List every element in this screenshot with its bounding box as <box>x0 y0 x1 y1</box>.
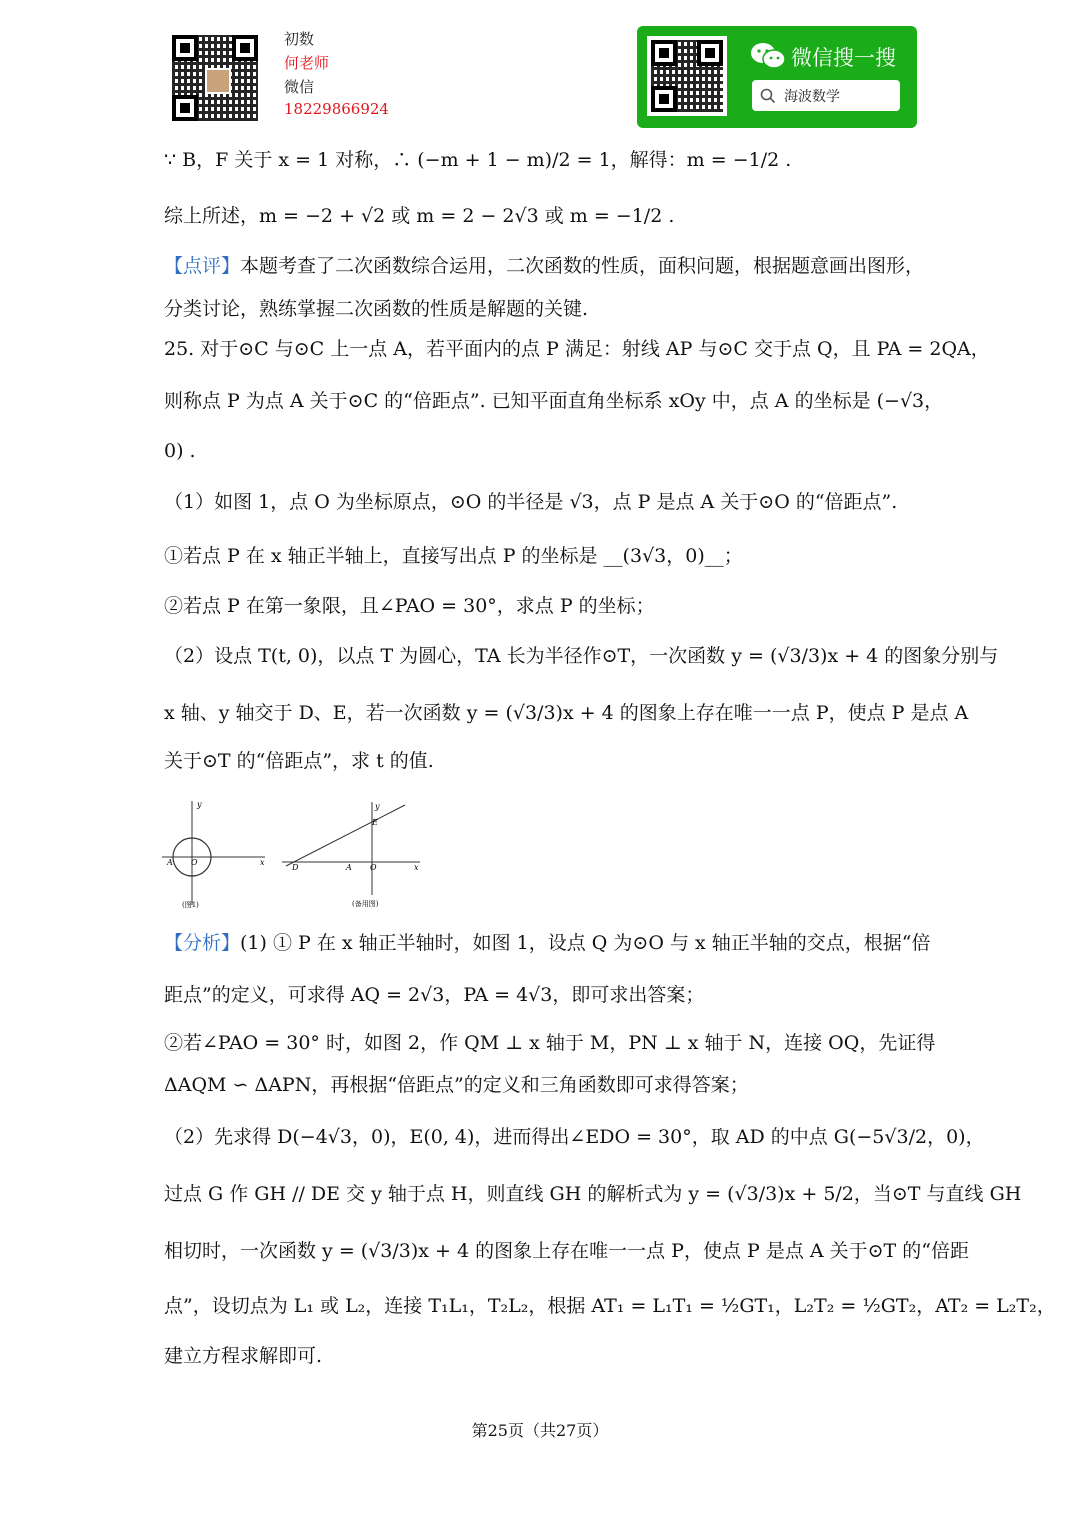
wechat-qr-code <box>647 36 727 116</box>
wechat-search-title: 微信搜一搜 <box>791 46 896 70</box>
fig1-a-label: A <box>167 858 173 867</box>
analysis-line-5: （2）先求得 D(−4√3，0)，E(0, 4)，进而得出∠EDO = 30°，取 AD 的中点 G(−5√3/2，0)， <box>164 1126 985 1148</box>
figure-2 <box>280 800 425 910</box>
contact-phone: 18229866924 <box>284 100 389 118</box>
question-part-2-line-1: （2）设点 T(t, 0)，以点 T 为圆心，TA 长为半径作⊙T，一次函数 y = (√3/3)x + 4 的图象分别与 <box>164 645 999 667</box>
review-tag: 【点评】 <box>164 255 241 277</box>
fig2-x-label: x <box>414 863 419 872</box>
wechat-banner[interactable] <box>637 26 917 128</box>
question-part-2-line-3: 关于⊙T 的“倍距点”，求 t 的值. <box>164 750 434 772</box>
contact-line-2: 何老师 <box>284 54 330 72</box>
question-part-1: （1）如图 1，点 O 为坐标原点，⊙O 的半径是 √3，点 P 是点 A 关于⊙O 的“倍距点”. <box>164 491 898 513</box>
fig2-d-label: D <box>292 863 299 872</box>
solution-line-1: ∵ B，F 关于 x = 1 对称，∴ (−m + 1 − m)/2 = 1，解得：m = −1/2 . <box>164 149 792 171</box>
fig2-y-label: y <box>375 802 380 811</box>
question-25-line-2: 则称点 P 为点 A 关于⊙C 的“倍距点”. 已知平面直角坐标系 xOy 中，点 A 的坐标是 (−√3， <box>164 390 944 412</box>
fig1-x-label: x <box>260 858 265 867</box>
review-line-2: 分类讨论，熟练掌握二次函数的性质是解题的关键. <box>164 298 589 320</box>
question-25-line-3: 0) . <box>164 440 196 462</box>
page-footer: 第25页（共27页） <box>471 1421 609 1440</box>
question-part-1-1: ①若点 P 在 x 轴正半轴上，直接写出点 P 的坐标是 __(3√3，0)__； <box>164 545 743 567</box>
fig2-o-label: O <box>370 863 377 872</box>
analysis-line-7: 相切时，一次函数 y = (√3/3)x + 4 的图象上存在唯一一点 P，使点 P 是点 A 关于⊙T 的“倍距 <box>164 1240 969 1262</box>
figure-1 <box>160 795 280 913</box>
fig2-caption: (备用图) <box>352 900 379 908</box>
search-icon <box>760 88 776 104</box>
analysis-line-4: ΔAQM ∽ ΔAPN，再根据“倍距点”的定义和三角函数即可求得答案； <box>164 1074 749 1096</box>
avatar <box>205 68 231 94</box>
question-part-1-2: ②若点 P 在第一象限，且∠PAO = 30°，求点 P 的坐标； <box>164 595 655 617</box>
analysis-tag: 【分析】 <box>164 932 241 954</box>
analysis-line-1 <box>164 928 930 958</box>
fig2-a-label: A <box>346 863 352 872</box>
solution-line-2: 综上所述，m = −2 + √2 或 m = 2 − 2√3 或 m = −1/2 . <box>164 205 675 227</box>
fig1-y-label: y <box>197 800 202 809</box>
analysis-line-6: 过点 G 作 GH // DE 交 y 轴于点 H，则直线 GH 的解析式为 y = (√3/3)x + 5/2，当⊙T 与直线 GH <box>164 1183 1022 1205</box>
contact-qr-code <box>168 31 262 125</box>
analysis-text: (1) ① P 在 x 轴正半轴时，如图 1，设点 Q 为⊙O 与 x 轴正半轴的交点，根据“倍 <box>240 932 931 954</box>
analysis-line-8: 点”，设切点为 L₁ 或 L₂，连接 T₁L₁，T₂L₂，根据 AT₁ = L₁T₁ = ½GT₁，L₂T₂ = ½GT₂，AT₂ = L₂T₂， <box>164 1295 1056 1317</box>
search-text: 海波数学 <box>784 89 840 105</box>
question-25-line-1: 25. 对于⊙C 与⊙C 上一点 A，若平面内的点 P 满足：射线 AP 与⊙C 交于点 Q，且 PA = 2QA， <box>164 338 990 360</box>
fig1-o-label: O <box>191 858 198 867</box>
contact-line-1: 初数 <box>284 30 315 48</box>
question-part-2-line-2: x 轴、y 轴交于 D、E，若一次函数 y = (√3/3)x + 4 的图象上存在唯一一点 P，使点 P 是点 A <box>164 702 969 724</box>
contact-line-3: 微信 <box>284 78 315 96</box>
search-box[interactable] <box>752 80 900 111</box>
fig2-e-label: E <box>372 818 378 827</box>
wechat-icon <box>750 42 786 70</box>
review-line-1 <box>164 251 924 281</box>
analysis-line-3: ②若∠PAO = 30° 时，如图 2，作 QM ⊥ x 轴于 M，PN ⊥ x 轴于 N，连接 OQ，先证得 <box>164 1032 936 1054</box>
review-text: 本题考查了二次函数综合运用，二次函数的性质，面积问题，根据题意画出图形， <box>240 255 925 277</box>
analysis-line-9: 建立方程求解即可. <box>164 1345 323 1367</box>
fig1-caption: (图1) <box>182 901 199 909</box>
analysis-line-2: 距点”的定义，可求得 AQ = 2√3，PA = 4√3，即可求出答案； <box>164 984 705 1006</box>
